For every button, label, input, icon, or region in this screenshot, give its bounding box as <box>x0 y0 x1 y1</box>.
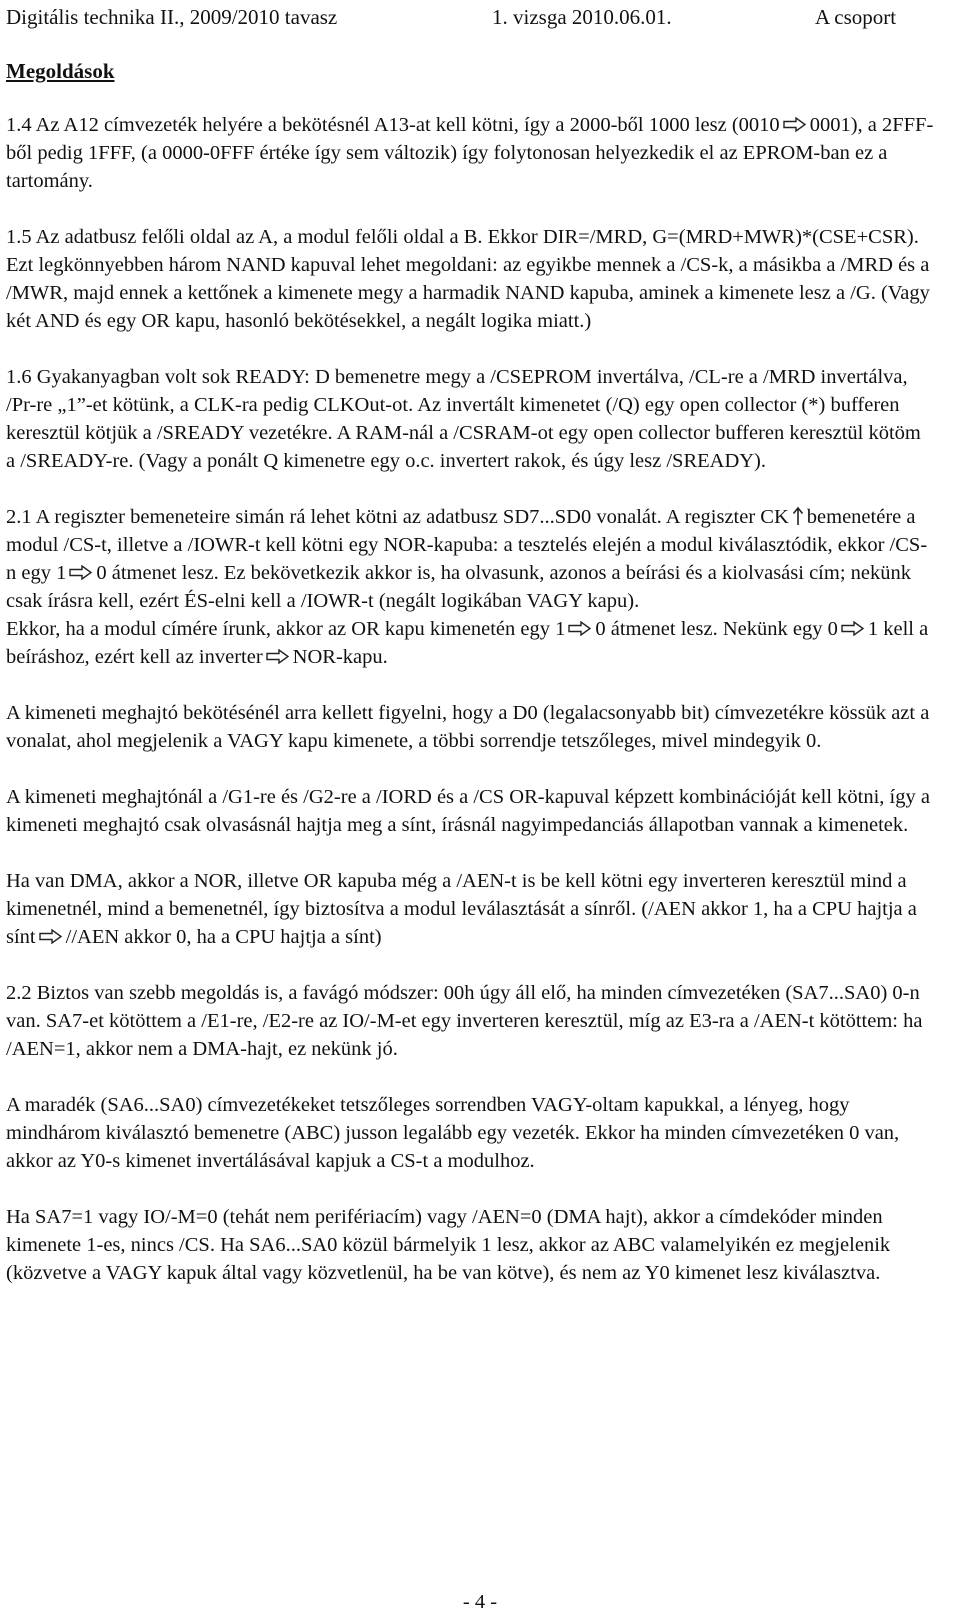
paragraph-output-driver: A kimeneti meghajtó bekötésénél arra kellett figyelni, hogy a D0 (legalacsonyabb bit) címvezetékre kössük azt a vonalat, ahol megjelenik a VAGY kapu kimenete, a többi sorrendje tetszőleges, mivel mindegyik 0. <box>6 702 930 752</box>
p1-text-b: 0001), a 2FFF-ből pedig 1FFF, (a 0000-0FFF értéke így sem változik) így folytonosan helyezkedik el az EPROM-ban ez a tartomány. <box>6 114 934 192</box>
p4-text-a: 2.1 A regiszter bemeneteire simán rá lehet kötni az adatbusz SD7...SD0 vonalát. A regiszter CK <box>6 506 789 528</box>
p8-text-b: //AEN akkor 0, ha a CPU hajtja a sínt) <box>65 926 382 948</box>
up-arrow-icon <box>792 506 804 526</box>
header-group: A csoport <box>815 5 897 29</box>
p5-text-a: Ekkor, ha a modul címére írunk, akkor az OR kapu kimenetén egy 1 <box>6 618 566 640</box>
p5-text-b: 0 átmenet lesz. Nekünk egy 0 <box>595 618 838 640</box>
hollow-right-arrow-icon <box>568 621 592 636</box>
p1-text-a: 1.4 Az A12 címvezeték helyére a bekötésnél A13-at kell kötni, így a 2000-ből 1000 lesz (0010 <box>6 114 780 136</box>
hollow-right-arrow-icon <box>39 929 63 944</box>
paragraph-decoder-outputs: Ha SA7=1 vagy IO/-M=0 (tehát nem perifériacím) vagy /AEN=0 (DMA hajt), akkor a címdekóder minden kimenete 1-es, nincs /CS. Ha SA6...SA0 közül bármelyik 1 lesz, akkor az ABC valamelyikén ez megjelenik (közvetve a VAGY kapuk által vagy közvetlenül, ha be van kötve), és nem az Y0 kimenet lesz kiválasztva. <box>6 1206 891 1284</box>
header-exam-date: 1. vizsga 2010.06.01. <box>492 5 672 29</box>
page-title: Megoldások <box>6 59 115 83</box>
hollow-right-arrow-icon <box>69 565 93 580</box>
p4-text-b: bemenetére a modul /CS-t, illetve a /IOWR-t kell kötni egy NOR-kapuba: a tesztelés elején a modul kiválasztódik, ekkor /CS-n egy 1 <box>6 506 928 584</box>
hollow-right-arrow-icon <box>841 621 865 636</box>
paragraph-2-1-continued <box>6 615 934 671</box>
paragraph-2-2: 2.2 Biztos van szebb megoldás is, a favágó módszer: 00h úgy áll elő, ha minden címvezetéken (SA7...SA0) 0-n van. SA7-et kötöttem a /E1-re, /E2-re az IO/-M-et egy inverteren keresztül, míg az E3-ra a /AEN-t kötöttem: ha /AEN=1, akkor nem a DMA-hajt, ez nekünk jó. <box>6 982 923 1060</box>
hollow-right-arrow-icon <box>266 649 290 664</box>
p5-text-d: NOR-kapu. <box>292 646 388 668</box>
page-number: - 4 - <box>462 1591 498 1613</box>
page-header <box>6 2 926 32</box>
document-body <box>6 111 934 1315</box>
paragraph-dma <box>6 867 934 951</box>
hollow-right-arrow-icon <box>783 117 807 132</box>
p4-text-c: 0 átmenet lesz. Ez bekövetkezik akkor is, ha olvasunk, azonos a beírási és a kiolvasási cím; nekünk csak írásra kell, ezért ÉS-elni kell a /IOWR-t (negált logikában VAGY kapu). <box>6 562 911 612</box>
paragraph-remaining-address: A maradék (SA6...SA0) címvezetékeket tetszőleges sorrendben VAGY-oltam kapukkal, a lényeg, hogy mindhárom kiválasztó bemenetre (ABC) jusson legalább egy vezeték. Ekkor ha minden címvezetéken 0 van, akkor az Y0-s kimenet invertálásával kapjuk a CS-t a modulhoz. <box>6 1094 900 1172</box>
header-course: Digitális technika II., 2009/2010 tavasz <box>6 5 338 29</box>
paragraph-1-6: 1.6 Gyakanyagban volt sok READY: D bemenetre megy a /CSEPROM invertálva, /CL-re a /MRD invertálva, /Pr-re „1”-et kötünk, a CLK-ra pedig CLKOut-ot. Az invertált kimenetet (/Q) egy open collector (*) bufferen keresztül kötjük a /SREADY vezetékre. A RAM-nál a /CSRAM-ot egy open collector bufferen keresztül kötöm a /SREADY-re. (Vagy a ponált Q kimenetre egy o.c. invertert rakok, és úgy lesz /SREADY). <box>6 366 921 472</box>
paragraph-1-5: 1.5 Az adatbusz felőli oldal az A, a modul felőli oldal a B. Ekkor DIR=/MRD, G=(MRD+MWR)*(CSE+CSR). Ezt legkönnyebben három NAND kapuval lehet megoldani: az egyikbe mennek a /CS-k, a másikba a /MRD és a /MWR, majd ennek a kettőnek a kimenete megy a harmadik NAND kapuba, aminek a kimenete lesz a /G. (Vagy két AND és egy OR kapu, hasonló bekötésekkel, a negált logika miatt.) <box>6 226 930 332</box>
paragraph-output-driver-enable: A kimeneti meghajtónál a /G1-re és /G2-re a /IORD és a /CS OR-kapuval képzett kombinációját kell kötni, így a kimeneti meghajtó csak olvasásnál hajtja meg a sínt, írásnál nagyimpedanciás állapotban vannak a kimenetek. <box>6 786 930 836</box>
paragraph-2-1 <box>6 503 934 615</box>
p8-text-a: Ha van DMA, akkor a NOR, illetve OR kapuba még a /AEN-t is be kell kötni egy inverteren keresztül mind a kimenetnél, mind a bemenetnél, így biztosítva a modul leválasztását a sínről. (/AEN akkor 1, ha a CPU hajtja a sínt <box>6 870 917 948</box>
paragraph-1-4 <box>6 111 934 195</box>
p5-text-c: 1 kell a beíráshoz, ezért kell az inverter <box>6 618 929 668</box>
